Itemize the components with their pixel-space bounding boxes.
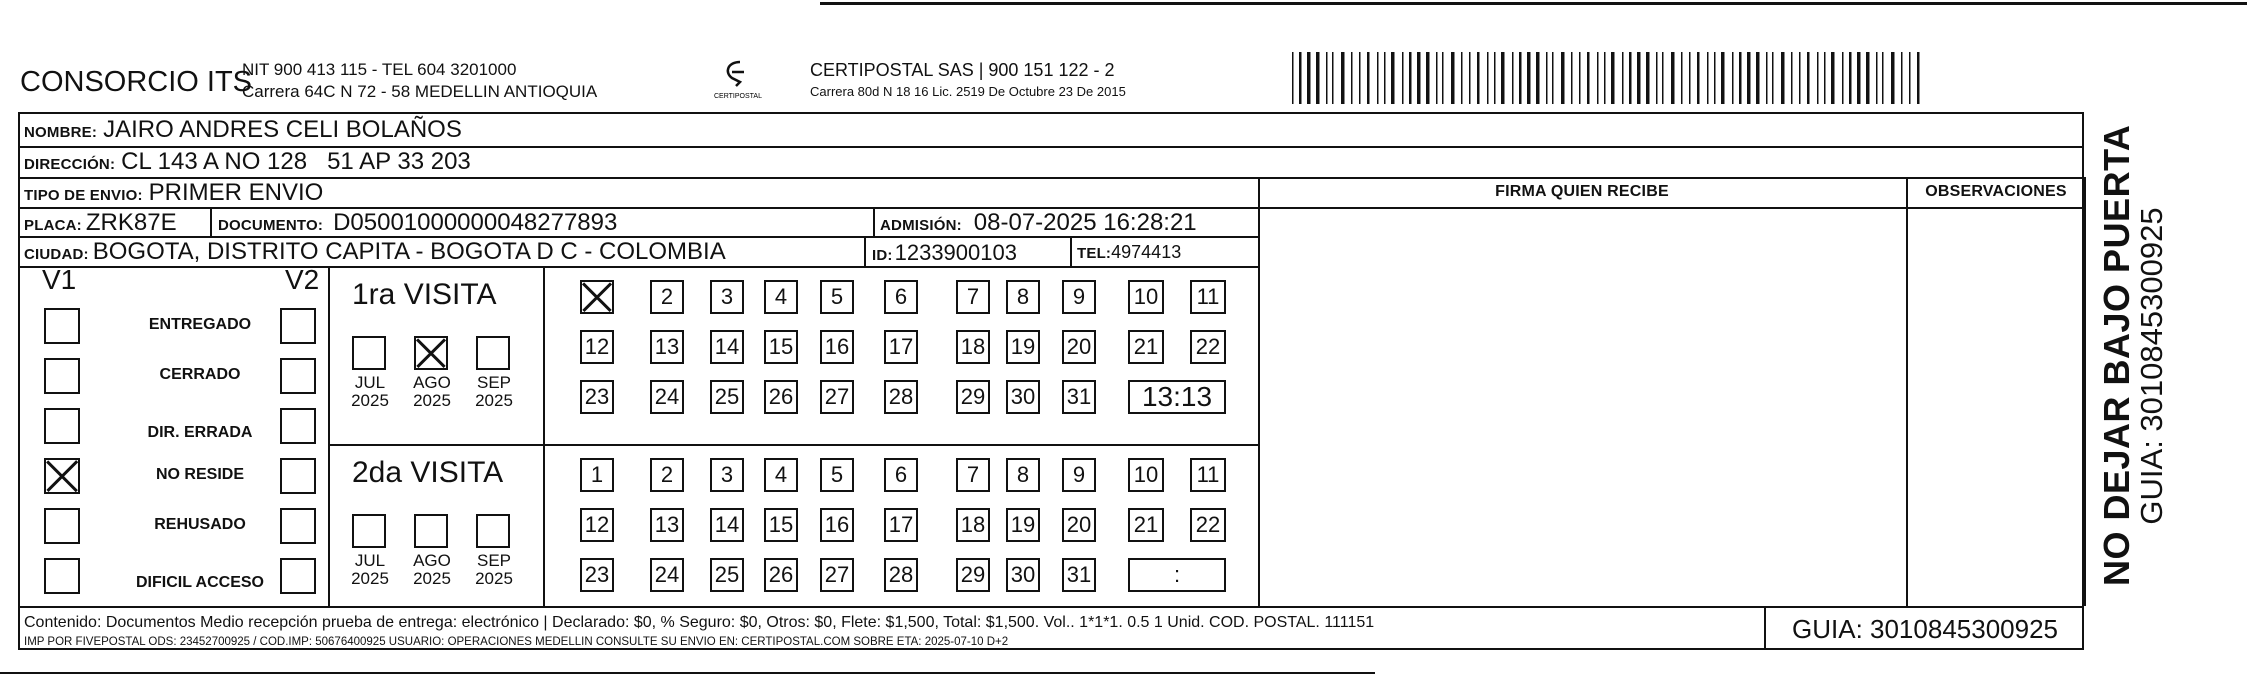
day-box[interactable]: 9 <box>1062 280 1096 314</box>
day-box[interactable]: 15 <box>764 330 798 364</box>
month-label <box>342 374 398 410</box>
ciudad-value: BOGOTA, DISTRITO CAPITA - BOGOTA D C - COLOMBIA <box>92 238 726 265</box>
company-name: CONSORCIO ITS <box>20 66 253 98</box>
day-box[interactable]: 4 <box>764 280 798 314</box>
status-option-label: NO RESIDE <box>155 466 244 483</box>
admision-value: 08-07-2025 16:28:21 <box>973 209 1197 236</box>
logo-text: CERTIPOSTAL <box>714 93 762 100</box>
day-box[interactable]: 24 <box>650 380 684 414</box>
tel-value: 4974413 <box>1111 242 1182 262</box>
month-checkbox[interactable] <box>414 336 448 370</box>
day-box[interactable]: 29 <box>956 558 990 592</box>
observaciones-label: OBSERVACIONES <box>1925 183 2067 200</box>
day-box[interactable]: 12 <box>580 508 614 542</box>
day-box[interactable]: 29 <box>956 380 990 414</box>
month-label <box>466 552 522 588</box>
footer-contenido: Contenido: Documentos Medio recepción prueba de entrega: electrónico | Declarado: $0, % Seguro: $0, Otros: $0, Flete: $1,500, Total: $1,500. Vol.. 1*1*1. 0.5 1 Unid. COD. POSTAL. 111151 <box>24 614 1375 631</box>
day-box[interactable]: 7 <box>956 280 990 314</box>
day-box[interactable]: 23 <box>580 380 614 414</box>
month-year: 2025 <box>475 569 513 588</box>
day-box[interactable]: 16 <box>820 508 854 542</box>
month-checkbox[interactable] <box>414 514 448 548</box>
firma-label: FIRMA QUIEN RECIBE <box>1495 183 1669 200</box>
day-box[interactable]: 17 <box>884 330 918 364</box>
side-guia: GUIA: 3010845300925 <box>2134 207 2169 525</box>
day-box[interactable] <box>580 280 614 314</box>
id-row <box>872 240 1017 266</box>
no-dejar-bajo-puerta: NO DEJAR BAJO PUERTA <box>2096 124 2137 586</box>
day-box[interactable]: 6 <box>884 280 918 314</box>
day-box[interactable]: 20 <box>1062 508 1096 542</box>
ciudad-row <box>24 238 726 266</box>
visit-title: 2da VISITA <box>352 456 504 489</box>
tipo-value: PRIMER ENVIO <box>148 179 324 206</box>
admision-row <box>880 209 1197 237</box>
carrier-name: CERTIPOSTAL SAS | 900 151 122 - 2 <box>810 60 1115 80</box>
day-box[interactable]: 6 <box>884 458 918 492</box>
documento-value: D05001000000048277893 <box>333 209 618 236</box>
month-year: 2025 <box>475 391 513 410</box>
ciudad-label: CIUDAD: <box>24 246 89 263</box>
month-label <box>342 552 398 588</box>
time-box[interactable]: : <box>1128 558 1226 592</box>
footer-imp: IMP POR FIVEPOSTAL ODS: 23452700925 / COD.IMP: 50676400925 USUARIO: OPERACIONES MEDELLIN CONSULTE SU ENVIO EN: CERTIPOSTAL.COM SOBRE ETA: 2025-07-10 D+2 <box>24 636 1009 648</box>
v1-checkbox[interactable] <box>44 358 80 394</box>
day-box[interactable]: 13 <box>650 330 684 364</box>
company-nit: NIT 900 413 115 - TEL 604 3201000 <box>242 60 517 79</box>
direccion-row <box>24 148 471 178</box>
certipostal-logo <box>710 58 766 102</box>
day-box[interactable]: 5 <box>820 280 854 314</box>
month-name: JUL <box>354 551 386 570</box>
documento-row <box>218 209 617 237</box>
tel-label: TEL: <box>1077 245 1112 262</box>
day-box[interactable]: 17 <box>884 508 918 542</box>
month-name: SEP <box>476 373 512 392</box>
id-value: 1233900103 <box>894 240 1017 265</box>
day-box[interactable]: 11 <box>1190 458 1226 492</box>
day-box[interactable]: 28 <box>884 380 918 414</box>
month-name: JUL <box>354 373 386 392</box>
placa-row <box>24 209 177 237</box>
month-name: SEP <box>476 551 512 570</box>
day-box[interactable]: 22 <box>1190 330 1226 364</box>
v1-checkbox[interactable] <box>44 458 80 494</box>
month-checkbox[interactable] <box>352 336 386 370</box>
day-box[interactable]: 19 <box>1006 330 1040 364</box>
tel-row <box>1077 242 1181 263</box>
day-box[interactable]: 25 <box>710 380 744 414</box>
status-option-label: REHUSADO <box>154 516 246 533</box>
day-box[interactable]: 21 <box>1128 330 1164 364</box>
id-label: ID: <box>872 247 893 264</box>
day-box[interactable]: 1 <box>580 458 614 492</box>
month-name: AGO <box>413 551 451 570</box>
month-label <box>404 374 460 410</box>
day-box[interactable]: 14 <box>710 330 744 364</box>
day-box[interactable]: 4 <box>764 458 798 492</box>
day-box[interactable]: 31 <box>1062 380 1096 414</box>
day-box[interactable]: 14 <box>710 508 744 542</box>
day-box[interactable]: 2 <box>650 458 684 492</box>
day-box[interactable]: 19 <box>1006 508 1040 542</box>
day-box[interactable]: 16 <box>820 330 854 364</box>
month-year: 2025 <box>413 391 451 410</box>
day-box[interactable]: 23 <box>580 558 614 592</box>
month-label <box>466 374 522 410</box>
day-box[interactable]: 11 <box>1190 280 1226 314</box>
day-box[interactable]: 28 <box>884 558 918 592</box>
month-checkbox[interactable] <box>352 514 386 548</box>
header <box>0 0 2247 112</box>
day-box[interactable]: 30 <box>1006 380 1040 414</box>
tipo-label: TIPO DE ENVIO: <box>24 187 143 204</box>
day-box[interactable]: 27 <box>820 558 854 592</box>
day-box[interactable]: 30 <box>1006 558 1040 592</box>
day-box[interactable]: 2 <box>650 280 684 314</box>
visit-title: 1ra VISITA <box>352 278 497 311</box>
day-box[interactable]: 24 <box>650 558 684 592</box>
month-checkbox[interactable] <box>476 336 510 370</box>
day-box[interactable]: 13 <box>650 508 684 542</box>
day-box[interactable]: 7 <box>956 458 990 492</box>
company-address: Carrera 64C N 72 - 58 MEDELLIN ANTIOQUIA <box>242 82 598 101</box>
day-box[interactable]: 15 <box>764 508 798 542</box>
admision-label: ADMISIÓN: <box>880 217 962 234</box>
nombre-row <box>24 116 462 146</box>
placa-label: PLACA: <box>24 217 82 234</box>
day-box[interactable]: 21 <box>1128 508 1164 542</box>
time-box[interactable]: 13:13 <box>1128 380 1226 414</box>
month-checkbox[interactable] <box>476 514 510 548</box>
direccion-label: DIRECCIÓN: <box>24 156 116 173</box>
day-box[interactable]: 25 <box>710 558 744 592</box>
status-option-label: DIR. ERRADA <box>147 424 253 441</box>
day-box[interactable]: 9 <box>1062 458 1096 492</box>
v1-checkbox[interactable] <box>44 408 80 444</box>
v1-checkbox[interactable] <box>44 508 80 544</box>
barcode <box>1292 52 1928 104</box>
nombre-value: JAIRO ANDRES CELI BOLAÑOS <box>103 116 462 143</box>
placa-value: ZRK87E <box>85 209 177 236</box>
day-box[interactable]: 12 <box>580 330 614 364</box>
footer-guia: GUIA: 3010845300925 <box>1792 614 2058 644</box>
month-year: 2025 <box>351 569 389 588</box>
day-box[interactable]: 10 <box>1128 280 1164 314</box>
day-box[interactable]: 5 <box>820 458 854 492</box>
day-box[interactable]: 20 <box>1062 330 1096 364</box>
bottom-edge-line <box>0 672 1375 674</box>
day-box[interactable]: 18 <box>956 508 990 542</box>
day-box[interactable]: 31 <box>1062 558 1096 592</box>
status-option-label: CERRADO <box>159 366 241 383</box>
day-box[interactable]: 3 <box>710 280 744 314</box>
day-box[interactable]: 8 <box>1006 280 1040 314</box>
v1-checkbox[interactable] <box>44 308 80 344</box>
day-box[interactable]: 3 <box>710 458 744 492</box>
v1-label: V1 <box>42 264 77 295</box>
month-year: 2025 <box>351 391 389 410</box>
day-box[interactable]: 22 <box>1190 508 1226 542</box>
status-option-label: DIFICIL ACCESO <box>135 574 264 591</box>
barcode-bars <box>1292 52 1928 104</box>
month-label <box>404 552 460 588</box>
day-box[interactable]: 27 <box>820 380 854 414</box>
day-box[interactable]: 8 <box>1006 458 1040 492</box>
day-box[interactable]: 26 <box>764 558 798 592</box>
v2-label: V2 <box>285 264 320 295</box>
day-box[interactable]: 26 <box>764 380 798 414</box>
nombre-label: NOMBRE: <box>24 124 98 141</box>
documento-label: DOCUMENTO: <box>218 217 324 234</box>
status-option-label: ENTREGADO <box>148 316 252 333</box>
month-name: AGO <box>413 373 451 392</box>
day-box[interactable]: 18 <box>956 330 990 364</box>
tipo-row <box>24 179 323 207</box>
v1-checkbox[interactable] <box>44 558 80 594</box>
day-box[interactable]: 10 <box>1128 458 1164 492</box>
carrier-address: Carrera 80d N 18 16 Lic. 2519 De Octubre 23 De 2015 <box>810 84 1126 99</box>
month-year: 2025 <box>413 569 451 588</box>
direccion-value: CL 143 A NO 128 51 AP 33 203 <box>121 148 471 175</box>
